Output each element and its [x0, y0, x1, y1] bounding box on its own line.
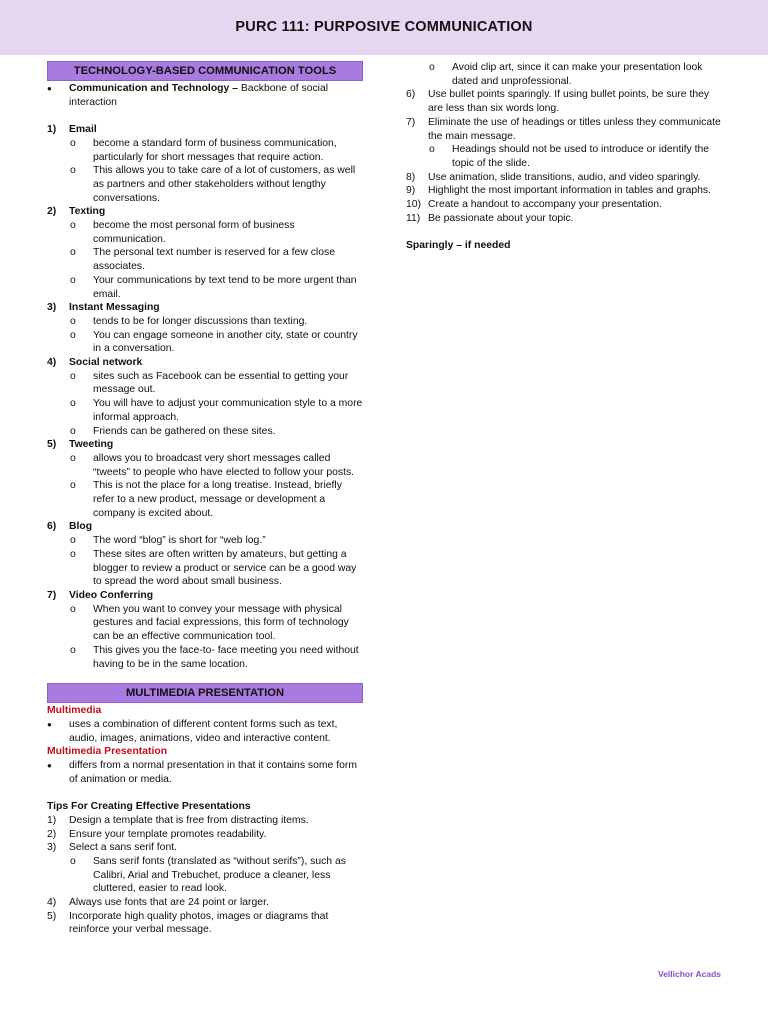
- right-column: [406, 61, 722, 253]
- intro-bullet: [47, 82, 363, 109]
- tool-item: [47, 520, 363, 534]
- sub-bullet-item: [47, 452, 363, 479]
- sub-bullet-marker: o: [70, 274, 76, 286]
- item-number: 6): [47, 521, 57, 533]
- sub-bullet-text: This gives you the face-to- face meeting you need without having to be in the same location.: [93, 644, 359, 670]
- sparingly-note: Sparingly – if needed: [406, 240, 511, 252]
- bullet-marker: ●: [47, 761, 52, 771]
- sub-bullet-item: [47, 397, 363, 424]
- sub-bullet-item: [47, 603, 363, 644]
- tool-item: [47, 589, 363, 603]
- tip-item: [47, 841, 363, 855]
- tip-number: 11): [406, 212, 421, 224]
- tip-sub-item: [47, 855, 363, 896]
- tip-number: 8): [406, 171, 416, 183]
- tip-item: [406, 184, 722, 198]
- sub-bullet-marker: o: [70, 548, 76, 560]
- tool-title: Social network: [69, 357, 143, 369]
- tip-number: 6): [406, 89, 416, 101]
- sub-bullet-marker: o: [70, 855, 76, 867]
- sub-bullet-item: [47, 329, 363, 356]
- tool-item: [47, 123, 363, 137]
- left-column: [47, 61, 363, 937]
- item-number: 7): [47, 590, 57, 601]
- tip-item: [47, 828, 363, 842]
- tool-item: [47, 438, 363, 452]
- tool-item: [47, 205, 363, 219]
- tips-list-left: [47, 814, 363, 937]
- multimedia-presentation-definition: [47, 759, 363, 786]
- tips-list-right: [406, 61, 722, 225]
- tech-tools-list: [47, 123, 363, 671]
- sub-bullet-item: [47, 479, 363, 520]
- tool-title: Blog: [69, 521, 93, 533]
- item-number: 1): [47, 124, 57, 136]
- tool-title: Video Conferring: [69, 590, 154, 601]
- sub-bullet-item: [47, 274, 363, 301]
- sub-bullet-marker: o: [70, 480, 76, 492]
- tip-item: [406, 171, 722, 185]
- sub-bullet-text: Friends can be gathered on these sites.: [93, 425, 276, 437]
- tip-text: Be passionate about your topic.: [428, 212, 574, 224]
- sub-bullet-item: [47, 534, 363, 548]
- sub-bullet-marker: o: [70, 220, 76, 232]
- page-title: PURC 111: PURPOSIVE COMMUNICATION: [235, 18, 533, 35]
- sub-bullet-marker: o: [70, 644, 76, 656]
- sub-bullet-marker: o: [70, 315, 76, 327]
- tip-number: 3): [47, 842, 57, 854]
- tips-title: Tips For Creating Effective Presentations: [47, 801, 251, 813]
- tool-item: [47, 356, 363, 370]
- tip-text: Highlight the most important information in tables and graphs.: [428, 185, 712, 197]
- sub-bullet-marker: o: [429, 62, 435, 73]
- tip-sub-text: Avoid clip art, since it can make your presentation look dated and unprofessional.: [452, 62, 703, 87]
- sub-bullet-text: These sites are often written by amateurs, but getting a blogger to review a product or service can be a good way to spread the word about small business.: [93, 548, 357, 588]
- sub-bullet-item: [47, 164, 363, 205]
- intro-term: Communication and Technology: [69, 83, 230, 94]
- page-header: [0, 0, 768, 55]
- sub-bullet-marker: o: [70, 452, 76, 464]
- sub-bullet-text: You will have to adjust your communication style to a more informal approach.: [93, 398, 363, 423]
- tip-text: Always use fonts that are 24 point or larger.: [69, 897, 269, 909]
- sub-bullet-marker: o: [70, 137, 76, 149]
- item-number: 5): [47, 439, 57, 451]
- sub-bullet-marker: o: [70, 329, 76, 341]
- tip-number: 1): [47, 814, 57, 826]
- tech-section-heading: TECHNOLOGY-BASED COMMUNICATION TOOLS: [47, 61, 363, 81]
- multimedia-section-heading: MULTIMEDIA PRESENTATION: [47, 683, 363, 703]
- tip-number: 4): [47, 897, 57, 909]
- intro-text: Backbone of social interaction: [69, 83, 329, 108]
- tip-text: Create a handout to accompany your presentation.: [428, 199, 662, 211]
- tool-title: Tweeting: [69, 439, 114, 451]
- sub-bullet-text: sites such as Facebook can be essential to getting your message out.: [93, 370, 349, 396]
- sub-bullet-text: The personal text number is reserved for a few close associates.: [93, 247, 335, 273]
- bullet-marker: ●: [47, 84, 52, 93]
- item-number: 3): [47, 302, 57, 314]
- sub-bullet-item: [47, 644, 363, 671]
- sub-bullet-item: [47, 315, 363, 329]
- tip-sub-item: [406, 61, 722, 88]
- tip-text: Design a template that is free from distracting items.: [69, 814, 309, 826]
- tool-title: Instant Messaging: [69, 302, 160, 314]
- sub-bullet-text: become the most personal form of business communication.: [93, 220, 295, 245]
- tip-text: Ensure your template promotes readability.: [69, 828, 267, 840]
- tip-number: 10): [406, 199, 422, 211]
- multimedia-presentation-term: Multimedia Presentation: [47, 746, 168, 758]
- sub-bullet-text: tends to be for longer discussions than texting.: [93, 315, 308, 327]
- tool-title: Email: [69, 124, 97, 136]
- tip-item: [406, 212, 722, 226]
- tip-number: 7): [406, 116, 416, 128]
- tip-number: 9): [406, 185, 416, 197]
- tip-text: Use animation, slide transitions, audio, and video sparingly.: [428, 171, 701, 183]
- tip-item: [406, 198, 722, 212]
- tip-item: [406, 116, 722, 143]
- sub-bullet-item: [47, 219, 363, 246]
- sub-bullet-marker: o: [70, 247, 76, 259]
- sub-bullet-text: You can engage someone in another city, state or country in a conversation.: [93, 329, 358, 355]
- sub-bullet-text: The word “blog” is short for “web log.”: [93, 535, 266, 547]
- sub-bullet-marker: o: [70, 603, 76, 615]
- tip-text: Eliminate the use of headings or titles unless they communicate the main message.: [428, 116, 721, 142]
- sub-bullet-text: become a standard form of business communication, particularly for short messages that require action.: [93, 137, 337, 163]
- sub-bullet-text: When you want to convey your message with physical gestures and facial expressions, this form of technology can be an effective communication tool.: [93, 603, 349, 643]
- tool-item: [47, 301, 363, 315]
- sub-bullet-marker: o: [70, 535, 76, 547]
- sub-bullet-item: [47, 548, 363, 589]
- sub-bullet-text: This allows you to take care of a lot of customers, as well as partners and other stakeholders without lengthy conversations.: [93, 165, 356, 204]
- footer-brand: Vellichor Acads: [658, 969, 721, 979]
- sub-bullet-text: allows you to broadcast very short messages called “tweets” to people who have elected to follow your posts.: [93, 452, 355, 478]
- tip-sub-item: [406, 143, 722, 170]
- tip-sub-text: Sans serif fonts (translated as “without serifs”), such as Calibri, Arial and Trebuchet, produce a cleaner, less cluttered, easier to read look.: [93, 855, 346, 895]
- multimedia-term: Multimedia: [47, 705, 102, 717]
- tool-title: Texting: [69, 206, 106, 218]
- tip-item: [47, 814, 363, 828]
- sub-bullet-item: [47, 425, 363, 439]
- tip-sub-text: Headings should not be used to introduce or identify the topic of the slide.: [452, 144, 710, 169]
- tip-text: Incorporate high quality photos, images or diagrams that reinforce your verbal message.: [69, 910, 329, 936]
- sub-bullet-marker: o: [70, 425, 76, 437]
- multimedia-definition: [47, 718, 363, 745]
- tip-text: Use bullet points sparingly. If using bullet points, be sure they are less than six words long.: [428, 89, 710, 115]
- tip-number: 2): [47, 828, 57, 840]
- tip-item: [47, 910, 363, 937]
- sub-bullet-item: [47, 246, 363, 273]
- sub-bullet-item: [47, 137, 363, 164]
- sub-bullet-marker: o: [70, 370, 76, 382]
- item-number: 4): [47, 357, 57, 369]
- sub-bullet-marker: o: [70, 165, 76, 177]
- sub-bullet-text: Your communications by text tend to be more urgent than email.: [93, 274, 357, 300]
- sub-bullet-item: [47, 370, 363, 397]
- tip-item: [47, 896, 363, 910]
- bullet-marker: ●: [47, 719, 52, 729]
- sub-bullet-marker: o: [70, 398, 76, 410]
- sub-bullet-marker: o: [429, 144, 435, 156]
- tip-text: Select a sans serif font.: [69, 842, 178, 854]
- intro-separator: –: [229, 83, 241, 94]
- item-number: 2): [47, 206, 57, 218]
- multimedia-definition-text: uses a combination of different content forms such as text, audio, images, animations, video and interactive content.: [69, 718, 338, 744]
- multimedia-presentation-definition-text: differs from a normal presentation in that it contains some form of animation or media.: [69, 760, 357, 785]
- tip-number: 5): [47, 910, 57, 922]
- sub-bullet-text: This is not the place for a long treatise. Instead, briefly refer to a new product, message or development a company is excited about.: [93, 480, 342, 519]
- tip-item: [406, 88, 722, 115]
